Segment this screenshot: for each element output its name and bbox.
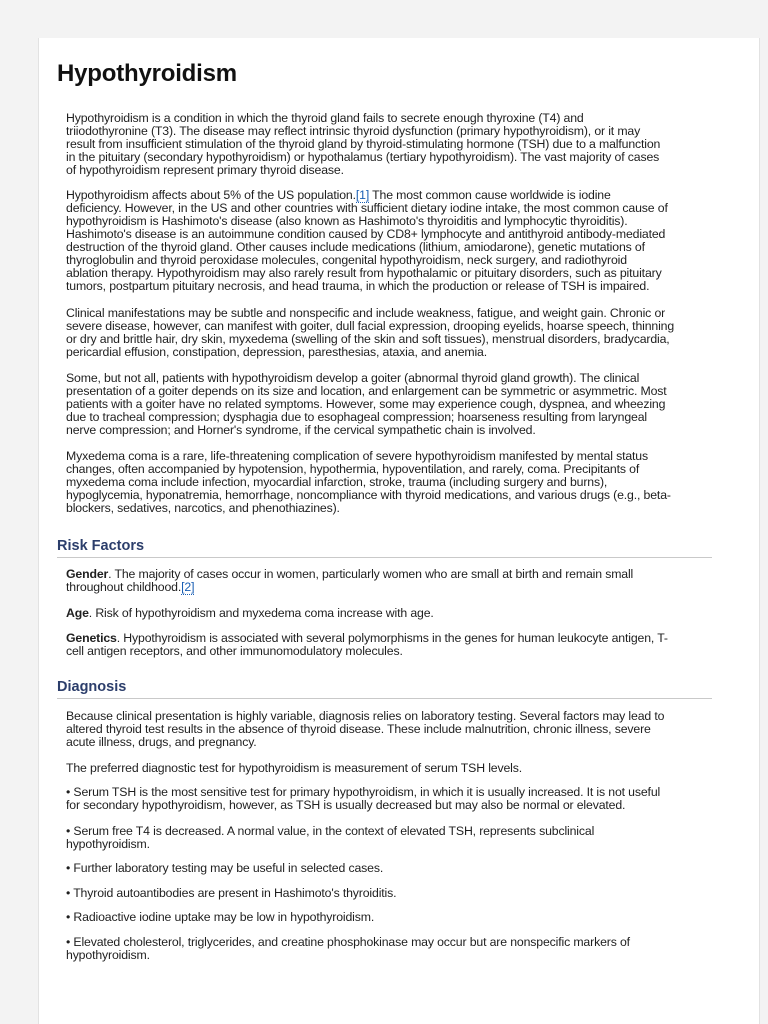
page-title: Hypothyroidism [57, 60, 237, 87]
diagnosis-bullet-free-t4: • Serum free T4 is decreased. A normal value, in the context of elevated TSH, represents subclinical hypothyroidism. [66, 824, 595, 851]
risk-factor-label: Age [66, 606, 89, 620]
diagnosis-paragraph-2: The preferred diagnostic test for hypothyroidism is measurement of serum TSH levels. [66, 761, 523, 775]
intro-paragraph-3: Clinical manifestations may be subtle and nonspecific and include weakness, fatigue, and weight gain. Chronic or severe disease, however, can manifest with goiter, dull facial expression, drooping eyelids, hoarse speech, thinning or dry and brittle hair, dry skin, myxedema (swelling of the skin and soft tissues), menstrual disorders, bradycardia, pericardial effusion, constipation, depression, paresthesias, ataxia, and anemia. [66, 306, 675, 359]
intro-paragraph-4: Some, but not all, patients with hypothyroidism develop a goiter (abnormal thyroid gland growth). The clinical presentation of a goiter depends on its size and location, and enlargement can be symmetric or asymmetric. Most patients with a goiter have no related symptoms. However, some may experience cough, dyspnea, and wheezing due to tracheal compression; dysphagia due to esophageal compression; hoarseness resulting from laryngeal nerve compression; and Horner's syndrome, if the cervical sympathetic chain is involved. [66, 371, 667, 437]
diagnosis-bullet-serum-tsh: • Serum TSH is the most sensitive test for primary hypothyroidism, in which it is usually increased. It is not useful for secondary hypothyroidism, however, as TSH is usually decreased but may also be normal or elevated. [66, 785, 661, 812]
diagnosis-bullet-further-testing: • Further laboratory testing may be useful in selected cases. [66, 861, 384, 875]
diagnosis-bullet-iodine-uptake: • Radioactive iodine uptake may be low in hypothyroidism. [66, 910, 375, 924]
document-page [38, 38, 760, 1024]
diagnosis-bullet-cholesterol: • Elevated cholesterol, triglycerides, and creatine phosphokinase may occur but are nonspecific markers of hypothyroidism. [66, 935, 630, 962]
risk-factor-label: Genetics [66, 631, 117, 645]
diagnosis-bullet-autoantibodies: • Thyroid autoantibodies are present in Hashimoto's thyroiditis. [66, 886, 397, 900]
risk-factor-gender: Gender. The majority of cases occur in women, particularly women who are small at birth and remain small throughout childhood.[2] [66, 567, 634, 594]
risk-factor-label: Gender [66, 567, 109, 581]
intro-paragraph-1: Hypothyroidism is a condition in which the thyroid gland fails to secrete enough thyroxine (T4) and triiodothyronine (T3). The disease may reflect intrinsic thyroid dysfunction (primary hypothyroidism), or it may result from insufficient stimulation of the thyroid gland by thyroid-stimulating hormone (TSH) due to a malfunction in the pituitary (secondary hypothyroidism) or hypothalamus (tertiary hypothyroidism). The vast majority of cases of hypothyroidism represent primary thyroid disease. [66, 111, 661, 177]
section-heading-diagnosis: Diagnosis [57, 679, 712, 699]
citation-link-1[interactable]: [1] [355, 188, 370, 202]
intro-paragraph-5: Myxedema coma is a rare, life-threatening complication of severe hypothyroidism manifested by mental status changes, often accompanied by hypotension, hypothermia, hypoventilation, and rarely, coma. Precipitants of myxedema coma include infection, myocardial infarction, stroke, trauma (including surgery and burns), hypoglycemia, hyponatremia, hemorrhage, noncompliance with thyroid medications, and various drugs (e.g., beta- blockers, sedatives, narcotics, and phenothiazines). [66, 449, 671, 515]
risk-factor-age: Age. Risk of hypothyroidism and myxedema coma increase with age. [66, 606, 434, 620]
intro-paragraph-2: Hypothyroidism affects about 5% of the US population.[1] The most common cause worldwide is iodine deficiency. However, in the US and other countries with sufficient dietary iodine intake, the most common cause of hypothyroidism is Hashimoto's disease (also known as Hashimoto's thyroiditis and lymphocytic thyroiditis). Hashimoto's disease is an autoimmune condition caused by CD8+ lymphocyte and antithyroid antibody-mediated destruction of the thyroid gland. Other causes include medications (lithium, amiodarone), genetic mutations of thyroglobulin and thyroid peroxidase molecules, congenital hypothyroidism, neck surgery, and radiothyroid ablation therapy. Hypothyroidism may also rarely result from hypothalamic or pituitary disorders, such as pituitary tumors, postpartum pituitary necrosis, and head trauma, in which the production or release of TSH is impaired. [66, 188, 668, 293]
section-heading-risk-factors: Risk Factors [57, 538, 712, 558]
citation-link-2[interactable]: [2] [181, 580, 195, 594]
diagnosis-paragraph-1: Because clinical presentation is highly variable, diagnosis relies on laboratory testing. Several factors may lead to altered thyroid test results in the absence of thyroid disease. These include malnutrition, chronic illness, severe acute illness, drugs, and pregnancy. [66, 709, 665, 749]
risk-factor-genetics: Genetics. Hypothyroidism is associated with several polymorphisms in the genes for human leukocyte antigen, T- cell antigen receptors, and other immunomodulatory molecules. [66, 631, 668, 658]
